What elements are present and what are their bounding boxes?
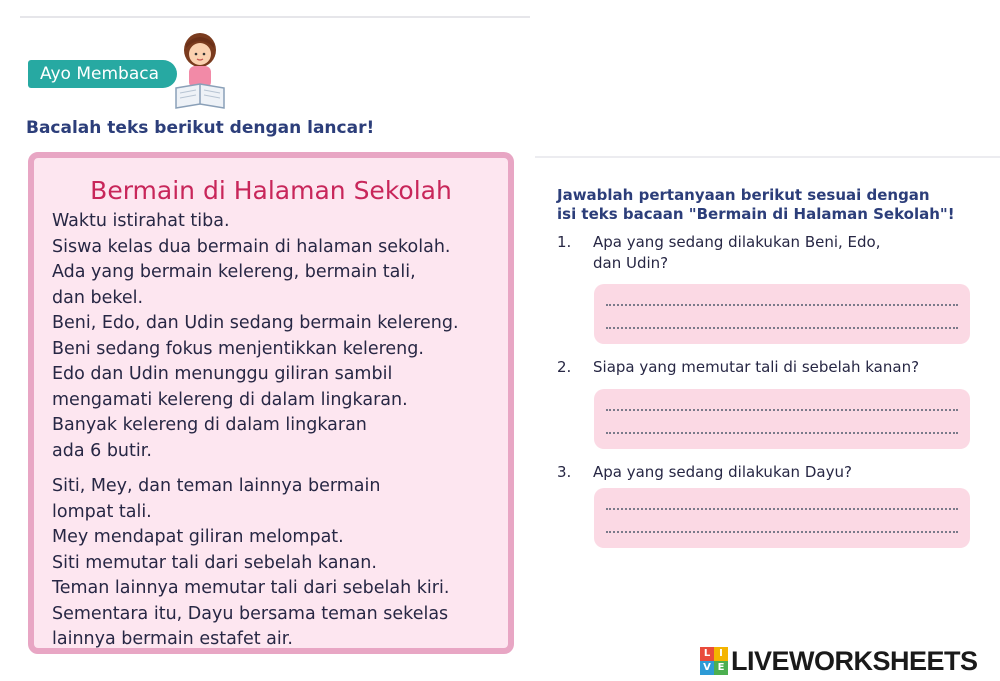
answer-line[interactable] (606, 304, 958, 306)
passage-line: Teman lainnya memutar tali dari sebelah kiri. (52, 578, 450, 598)
passage-line: lompat tali. (52, 501, 152, 522)
top-divider (20, 16, 530, 18)
question-number: 3. (557, 463, 572, 481)
answer-line[interactable] (606, 508, 958, 510)
answer-line[interactable] (606, 327, 958, 329)
passage-line: Edo dan Udin menunggu giliran sambil (52, 364, 393, 384)
questions-instruction-line: Jawablah pertanyaan berikut sesuai dengan (557, 186, 930, 204)
question-3 (557, 462, 852, 483)
question-number: 2. (557, 358, 572, 376)
questions-instruction-line: isi teks bacaan "Bermain di Halaman Sekolah"! (557, 205, 955, 223)
passage-line: lainnya bermain estafet air. (52, 629, 293, 649)
answer-box-3[interactable] (594, 488, 970, 548)
question-1 (557, 232, 881, 274)
passage-line: Waktu istirahat tiba. (52, 211, 230, 231)
liveworksheets-mark-icon (700, 647, 728, 675)
passage-line: Ada yang bermain kelereng, bermain tali, (52, 262, 416, 282)
passage-line: Mey mendapat giliran melompat. (52, 527, 344, 547)
passage-line: Siswa kelas dua bermain di halaman sekolah. (52, 236, 451, 257)
logo-tile: I (714, 647, 728, 661)
logo-tile: E (714, 661, 728, 675)
passage-line: Beni, Edo, dan Udin sedang bermain kelereng. (52, 313, 459, 333)
question-text: dan Udin? (593, 254, 669, 272)
reading-instruction: Bacalah teks berikut dengan lancar! (26, 118, 375, 138)
passage-line: Banyak kelereng di dalam lingkaran (52, 415, 367, 435)
question-text: Apa yang sedang dilakukan Beni, Edo, (593, 233, 881, 251)
passage-line: Siti memutar tali dari sebelah kanan. (52, 552, 377, 573)
passage-title: Bermain di Halaman Sekolah (90, 176, 452, 205)
liveworksheets-logo[interactable] (700, 645, 978, 677)
answer-line[interactable] (606, 409, 958, 411)
question-text: Apa yang sedang dilakukan Dayu? (593, 463, 852, 481)
reading-passage-box (28, 152, 514, 654)
question-2 (557, 357, 919, 378)
logo-tile: L (700, 647, 714, 661)
logo-wordmark: LIVEWORKSHEETS (731, 645, 978, 676)
logo-tile: V (700, 661, 714, 675)
answer-box-1[interactable] (594, 284, 970, 344)
question-number: 1. (557, 233, 572, 251)
section-badge: Ayo Membaca (28, 60, 177, 88)
passage-line: Siti, Mey, dan teman lainnya bermain (52, 476, 381, 496)
right-divider (535, 156, 1000, 158)
answer-line[interactable] (606, 432, 958, 434)
passage-line: dan bekel. (52, 287, 144, 308)
questions-instruction (557, 186, 955, 224)
answer-box-2[interactable] (594, 389, 970, 449)
answer-line[interactable] (606, 531, 958, 533)
passage-line: Beni sedang fokus menjentikkan kelereng. (52, 338, 424, 359)
passage-line: mengamati kelereng di dalam lingkaran. (52, 389, 408, 410)
question-text: Siapa yang memutar tali di sebelah kanan? (593, 358, 920, 376)
passage-line: ada 6 butir. (52, 440, 152, 461)
passage-line: Sementara itu, Dayu bersama teman sekelas (52, 603, 449, 624)
girl-reading-icon (170, 30, 234, 112)
